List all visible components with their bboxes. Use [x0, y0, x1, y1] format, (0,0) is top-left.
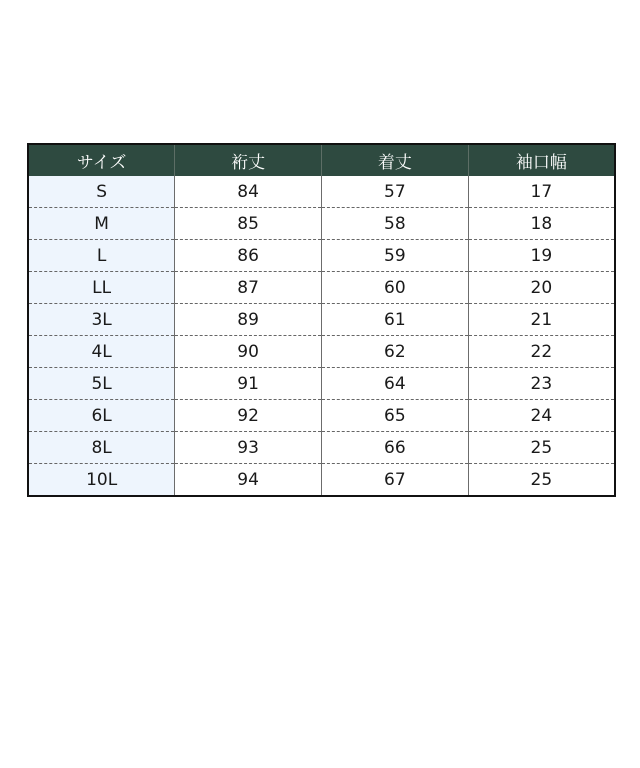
header-sodeguchi-width: 袖口幅	[468, 144, 615, 176]
size-chart-table	[27, 143, 616, 497]
sodeguchi-width-cell: 25	[468, 464, 615, 497]
kitake-cell: 65	[322, 400, 469, 432]
size-chart-header	[28, 144, 615, 176]
yukitake-cell: 90	[175, 336, 322, 368]
header-yukitake: 裄丈	[175, 144, 322, 176]
size-cell: 5L	[28, 368, 175, 400]
table-row	[28, 464, 615, 497]
table-row	[28, 240, 615, 272]
yukitake-cell: 85	[175, 208, 322, 240]
kitake-cell: 59	[322, 240, 469, 272]
table-row	[28, 176, 615, 208]
size-cell: L	[28, 240, 175, 272]
table-row	[28, 304, 615, 336]
yukitake-cell: 91	[175, 368, 322, 400]
header-size: サイズ	[28, 144, 175, 176]
yukitake-cell: 89	[175, 304, 322, 336]
yukitake-cell: 84	[175, 176, 322, 208]
table-row	[28, 208, 615, 240]
yukitake-cell: 86	[175, 240, 322, 272]
yukitake-cell: 92	[175, 400, 322, 432]
size-cell: 3L	[28, 304, 175, 336]
table-row	[28, 368, 615, 400]
sodeguchi-width-cell: 25	[468, 432, 615, 464]
kitake-cell: 66	[322, 432, 469, 464]
kitake-cell: 60	[322, 272, 469, 304]
sodeguchi-width-cell: 22	[468, 336, 615, 368]
yukitake-cell: 93	[175, 432, 322, 464]
sodeguchi-width-cell: 17	[468, 176, 615, 208]
kitake-cell: 61	[322, 304, 469, 336]
size-cell: S	[28, 176, 175, 208]
header-kitake: 着丈	[322, 144, 469, 176]
table-row	[28, 400, 615, 432]
sodeguchi-width-cell: 20	[468, 272, 615, 304]
size-cell: 10L	[28, 464, 175, 497]
kitake-cell: 67	[322, 464, 469, 497]
table-row	[28, 432, 615, 464]
sodeguchi-width-cell: 21	[468, 304, 615, 336]
yukitake-cell: 87	[175, 272, 322, 304]
kitake-cell: 58	[322, 208, 469, 240]
size-cell: 6L	[28, 400, 175, 432]
size-chart-body	[28, 176, 615, 496]
sodeguchi-width-cell: 19	[468, 240, 615, 272]
kitake-cell: 57	[322, 176, 469, 208]
size-cell: 4L	[28, 336, 175, 368]
kitake-cell: 64	[322, 368, 469, 400]
header-row	[28, 144, 615, 176]
table-row	[28, 336, 615, 368]
yukitake-cell: 94	[175, 464, 322, 497]
size-cell: LL	[28, 272, 175, 304]
sodeguchi-width-cell: 18	[468, 208, 615, 240]
sodeguchi-width-cell: 24	[468, 400, 615, 432]
size-cell: 8L	[28, 432, 175, 464]
sodeguchi-width-cell: 23	[468, 368, 615, 400]
size-cell: M	[28, 208, 175, 240]
table-row	[28, 272, 615, 304]
kitake-cell: 62	[322, 336, 469, 368]
